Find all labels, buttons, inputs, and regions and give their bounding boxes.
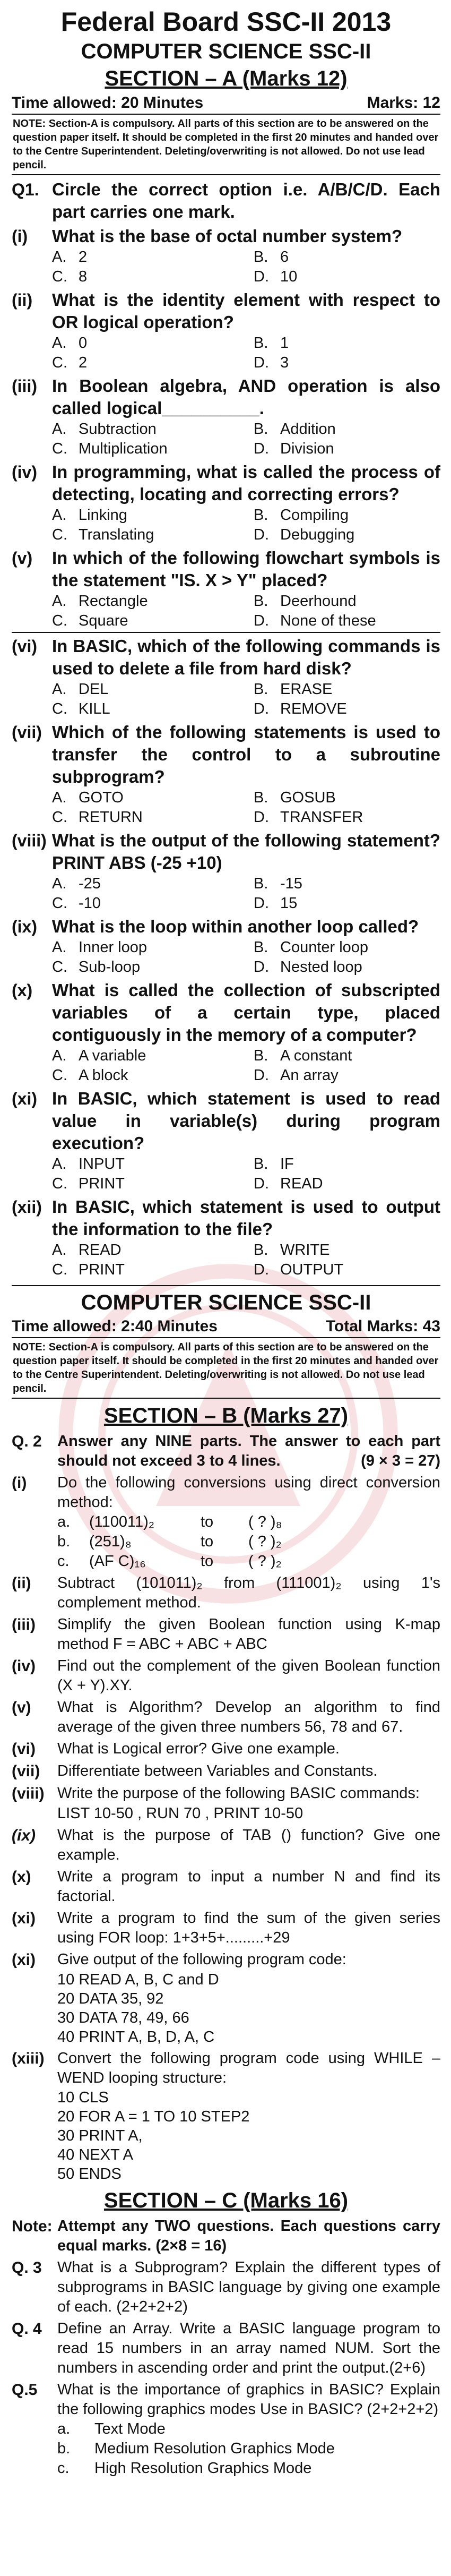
option-text[interactable]: An array (280, 1067, 339, 1084)
option-letter[interactable]: D. (254, 440, 269, 457)
question-number: Q1. (12, 180, 39, 199)
option-text[interactable]: GOTO (79, 789, 124, 806)
conversion-table (57, 1512, 440, 1571)
part2-time-row (12, 1316, 440, 1338)
question-number: (ix) (12, 917, 37, 936)
option-letter[interactable]: D. (254, 354, 269, 371)
option-text[interactable]: WRITE (280, 1242, 330, 1259)
part-number: (xiii) (12, 2050, 45, 2067)
mode-letter: c. (57, 2460, 70, 2477)
option-text[interactable]: Translating (79, 526, 154, 543)
option-text[interactable]: OUTPUT (280, 1261, 344, 1278)
option-text[interactable]: Rectangle (79, 593, 148, 610)
part-number: (x) (12, 1868, 31, 1886)
option-letter[interactable]: D. (254, 895, 269, 912)
option-letter[interactable]: D. (254, 958, 269, 975)
part-number: (v) (12, 1699, 31, 1716)
option-letter[interactable]: C. (52, 1175, 67, 1192)
option-letter[interactable]: D. (254, 1067, 269, 1084)
option-letter[interactable]: B. (254, 335, 268, 352)
option-text[interactable]: Addition (280, 421, 336, 438)
conversion-cell: (AF C)₁₆ (89, 1553, 146, 1570)
option-text[interactable]: Division (280, 440, 334, 457)
q2-marks: (9 × 3 = 27) (361, 1452, 440, 1469)
option-letter[interactable]: C. (52, 268, 67, 285)
option-text[interactable]: Sub-loop (79, 958, 141, 975)
option-text[interactable]: -10 (79, 895, 101, 912)
option-text[interactable]: Inner loop (79, 939, 147, 956)
basic-commands: LIST 10-50 , RUN 70 , PRINT 10-50 (57, 1805, 303, 1822)
question-number: (xi) (12, 1089, 37, 1108)
q2-text: Answer any NINE parts. The answer to each part should not exceed 3 to 4 lines. (57, 1433, 440, 1469)
part-xiii (12, 2049, 440, 2088)
program-code (57, 2088, 440, 2184)
mcq-question (12, 547, 440, 592)
question-number: (x) (12, 981, 33, 1000)
question-text: In BASIC, which statement is used to output the information to the file? (52, 1197, 440, 1239)
option-letter[interactable]: C. (52, 1067, 67, 1084)
part-text: What is Logical error? Give one example. (57, 1740, 340, 1757)
paper-title: Federal Board SSC-II 2013 (60, 7, 392, 37)
option-letter[interactable]: A. (52, 249, 67, 266)
option-text[interactable]: 2 (79, 249, 88, 266)
option-text[interactable]: INPUT (79, 1156, 125, 1173)
mcq-options (52, 874, 440, 913)
conversion-cell: to (201, 1533, 214, 1550)
question-number: (i) (12, 227, 28, 246)
mcq-options (52, 1046, 440, 1085)
conversion-cell: (110011)₂ (89, 1513, 155, 1530)
option-letter[interactable]: D. (254, 809, 269, 826)
option-text[interactable]: RETURN (79, 809, 143, 826)
question-text (57, 1432, 440, 1471)
option-letter[interactable]: D. (254, 1261, 269, 1278)
option-text[interactable]: PRINT (79, 1175, 125, 1192)
mcq-list (12, 225, 440, 1280)
part-text: Find out the complement of the given Boolean function (X + Y).XY. (57, 1657, 440, 1694)
question-4 (12, 2319, 440, 2378)
mcq-question (12, 979, 440, 1046)
option-letter[interactable]: D. (254, 1175, 269, 1192)
option-text[interactable]: DEL (79, 681, 109, 698)
option-letter[interactable]: A. (52, 421, 67, 438)
part-v (12, 1698, 440, 1737)
mcq-options (52, 333, 440, 373)
question-number: Q.5 (12, 2381, 38, 2399)
mcq-options (52, 420, 440, 459)
question-number: (viii) (12, 831, 47, 850)
total-marks: Total Marks: 43 (325, 1317, 440, 1335)
question-text: In which of the following flowchart symbols is the statement "IS. X > Y" placed? (52, 548, 440, 590)
option-letter[interactable]: B. (254, 875, 268, 892)
mcq-question (12, 635, 440, 680)
option-text[interactable]: 2 (79, 354, 88, 371)
part-i (12, 1473, 440, 1512)
conversion-cell: a. (57, 1513, 71, 1530)
program-code (57, 1970, 440, 2047)
code-line: 40 NEXT A (57, 2146, 133, 2163)
part-number: (ii) (12, 1574, 31, 1592)
question-number: Q. 3 (12, 2259, 42, 2277)
option-text[interactable]: Nested loop (280, 958, 362, 975)
section-a-heading: SECTION – A (Marks 12) (105, 67, 348, 90)
mcq-options (52, 788, 440, 827)
option-letter[interactable]: C. (52, 700, 67, 717)
part-vi (12, 1739, 440, 1759)
option-letter[interactable]: A. (52, 507, 67, 524)
question-text: Which of the following statements is used to transfer the control to a subroutine subprogram? (52, 722, 440, 786)
option-letter[interactable]: B. (254, 593, 268, 610)
question-text: What is the identity element with respect to OR logical operation? (52, 290, 440, 332)
question-text: What is the loop within another loop called? (52, 917, 419, 936)
code-line: 50 ENDS (57, 2166, 122, 2183)
option-letter[interactable]: C. (52, 809, 67, 826)
option-text[interactable]: Multiplication (79, 440, 168, 457)
part-x (12, 1867, 440, 1906)
question-text: What is the importance of graphics in BASIC? Explain the following graphics modes Use in BASIC? (2+2+2+2) (57, 2381, 440, 2418)
option-text[interactable]: 10 (280, 268, 298, 285)
conversion-cell: to (201, 1513, 214, 1530)
question-number: (ii) (12, 290, 33, 310)
part-text: Simplify the given Boolean function using K-map method F = ABC + ABC + ABC (57, 1616, 440, 1653)
mcq-question (12, 375, 440, 420)
option-text[interactable]: 6 (280, 249, 289, 266)
option-letter[interactable]: B. (254, 249, 268, 266)
option-text[interactable]: -15 (280, 875, 302, 892)
section-a-time-row (12, 92, 440, 115)
option-letter[interactable]: B. (254, 421, 268, 438)
option-letter[interactable]: C. (52, 612, 67, 629)
mode-name: High Resolution Graphics Mode (94, 2460, 312, 2477)
option-text[interactable]: Square (79, 612, 128, 629)
conversion-cell: ( ? )₂ (248, 1533, 282, 1550)
code-line: 30 DATA 78, 49, 66 (57, 2009, 189, 2026)
question-number: Q. 4 (12, 2320, 42, 2338)
part-text: Subtract (101011)₂ from (111001)₂ using 1's complement method. (57, 1574, 440, 1611)
option-text[interactable]: A variable (79, 1047, 146, 1064)
conversion-cell: to (201, 1553, 214, 1570)
option-text[interactable]: A block (79, 1067, 128, 1084)
part-viii (12, 1784, 440, 1804)
option-letter[interactable]: A. (52, 1156, 67, 1173)
conversion-cell: c. (57, 1553, 70, 1570)
part-text: Differentiate between Variables and Constants. (57, 1762, 378, 1779)
part-ii (12, 1573, 440, 1613)
mcq-options (52, 506, 440, 545)
paper-content (12, 5, 440, 2478)
part-vii (12, 1761, 440, 1782)
part2-subject-title: COMPUTER SCIENCE SSC-II (81, 1291, 371, 1314)
code-line: 20 FOR A = 1 TO 10 STEP2 (57, 2108, 250, 2125)
conversion-cell: (251)₈ (89, 1533, 132, 1550)
question-text: In programming, what is called the process of detecting, locating and correcting errors? (52, 462, 440, 504)
part-number: (vii) (12, 1762, 40, 1780)
mcq-options (52, 592, 440, 631)
option-text[interactable]: 1 (280, 335, 289, 352)
question-number: (xii) (12, 1197, 42, 1217)
option-letter[interactable]: A. (52, 593, 67, 610)
option-text[interactable]: TRANSFER (280, 809, 363, 826)
option-letter[interactable]: B. (254, 681, 268, 698)
part-text: Write the purpose of the following BASIC commands: (57, 1785, 420, 1802)
mode-name: Medium Resolution Graphics Mode (94, 2440, 335, 2457)
part-text: What is the purpose of TAB () function? Give one example. (57, 1827, 440, 1863)
mcq-options (52, 1154, 440, 1194)
option-letter[interactable]: A. (52, 789, 67, 806)
option-text[interactable]: Counter loop (280, 939, 369, 956)
question-text: What is a Subprogram? Explain the different types of subprograms in BASIC language by giving one example of each. (2+2+2+2) (57, 2259, 440, 2315)
mode-letter: b. (57, 2440, 71, 2457)
time-allowed: Time allowed: 2:40 Minutes (12, 1317, 218, 1335)
section-a-note: NOTE: Section-A is compulsory. All parts of this section are to be answered on the question paper itself. It should be completed in the first 20 minutes and handed over to the Centre Superintendent. Deleting/overwriting is not allowed. Do not use lead pencil. (12, 115, 440, 175)
option-text[interactable]: Linking (79, 507, 127, 524)
question-number: (vii) (12, 723, 42, 742)
question-text: In BASIC, which of the following commands is used to delete a file from hard disk? (52, 636, 440, 678)
question-text: What is the output of the following statement? PRINT ABS (-25 +10) (52, 831, 440, 872)
note-label: Note: (12, 2218, 53, 2235)
part-number: (iii) (12, 1616, 36, 1633)
question-number: (vi) (12, 637, 37, 656)
marks: Marks: 12 (367, 94, 440, 112)
code-line: 30 PRINT A, (57, 2127, 143, 2144)
option-text[interactable]: IF (280, 1156, 294, 1173)
part-number: (iv) (12, 1657, 36, 1675)
mode-letter: a. (57, 2420, 71, 2437)
option-letter[interactable]: C. (52, 354, 67, 371)
mcq-options (52, 1240, 440, 1280)
part-text: What is Algorithm? Develop an algorithm to find average of the given three numbers 56, 78 and 67. (57, 1699, 440, 1735)
option-letter[interactable]: A. (52, 1242, 67, 1259)
part-number: (vi) (12, 1740, 36, 1758)
option-text[interactable]: GOSUB (280, 789, 336, 806)
option-letter[interactable]: C. (52, 440, 67, 457)
option-text[interactable]: 3 (280, 354, 289, 371)
question-text: Define an Array. Write a BASIC language program to read 15 numbers in an array named NUM. Sort the numbers in ascending order and print the output.(2+6) (57, 2320, 440, 2376)
option-letter[interactable]: D. (254, 700, 269, 717)
option-text[interactable]: READ (79, 1242, 122, 1259)
part-text: Write a program to input a number N and find its factorial. (57, 1868, 440, 1905)
part-xii (12, 1950, 440, 1970)
option-letter[interactable]: B. (254, 1047, 268, 1064)
part-iii (12, 1615, 440, 1654)
option-text[interactable]: KILL (79, 700, 110, 717)
question-text: Circle the correct option i.e. A/B/C/D. Each part carries one mark. (52, 179, 440, 221)
section-b-heading: SECTION – B (Marks 27) (103, 1404, 349, 1427)
mcq-question (12, 1088, 440, 1154)
option-letter[interactable]: A. (52, 1047, 67, 1064)
question-number: Q. 2 (12, 1433, 42, 1450)
option-letter[interactable]: B. (254, 1156, 268, 1173)
code-line: 20 DATA 35, 92 (57, 1990, 164, 2007)
mcq-options (52, 247, 440, 287)
option-text[interactable]: 15 (280, 895, 298, 912)
mode-name: Text Mode (94, 2420, 166, 2437)
option-letter[interactable]: A. (52, 875, 67, 892)
option-letter[interactable]: C. (52, 895, 67, 912)
option-letter[interactable]: D. (254, 268, 269, 285)
part-number: (xi) (12, 1951, 36, 1969)
question-1 (12, 178, 440, 223)
option-letter[interactable]: B. (254, 939, 268, 956)
option-text[interactable]: 0 (79, 335, 88, 352)
option-letter[interactable]: C. (52, 958, 67, 975)
time-allowed: Time allowed: 20 Minutes (12, 94, 204, 112)
part-iv (12, 1656, 440, 1696)
option-text[interactable]: READ (280, 1175, 323, 1192)
subject-title: COMPUTER SCIENCE SSC-II (81, 40, 371, 63)
part-text: Write a program to find the sum of the given series using FOR loop: 1+3+5+.........+29 (57, 1910, 440, 1946)
option-text[interactable]: Subtraction (79, 421, 157, 438)
part-text: Give output of the following program code: (57, 1951, 346, 1968)
option-text[interactable]: PRINT (79, 1261, 125, 1278)
part-number: (ix) (12, 1827, 36, 1844)
question-number: (v) (12, 549, 33, 568)
mcq-question (12, 461, 440, 506)
question-number: (iii) (12, 376, 37, 396)
note-text: Attempt any TWO questions. Each questions carry equal marks. (2×8 = 16) (57, 2218, 440, 2254)
part-ix (12, 1826, 440, 1865)
question-2 (12, 1432, 440, 1471)
option-letter[interactable]: D. (254, 612, 269, 629)
code-line: 10 CLS (57, 2089, 109, 2106)
conversion-cell: ( ? )₂ (248, 1553, 282, 1570)
option-letter[interactable]: A. (52, 681, 67, 698)
option-letter[interactable]: D. (254, 526, 269, 543)
conversion-cell: ( ? )₈ (248, 1513, 282, 1530)
part-text: Convert the following program code using WHILE – WEND looping structure: (57, 2050, 440, 2086)
question-text: What is the base of octal number system? (52, 226, 403, 246)
question-text: In BASIC, which statement is used to read value in variable(s) during program execution? (52, 1089, 440, 1153)
question-5 (12, 2380, 440, 2419)
option-letter[interactable]: C. (52, 526, 67, 543)
part-number: (viii) (12, 1785, 45, 1802)
option-text[interactable]: Compiling (280, 507, 349, 524)
option-letter[interactable]: B. (254, 789, 268, 806)
part2-note: NOTE: Section-A is compulsory. All parts of this section are to be answered on the question paper itself. It should be completed in the first 20 minutes and handed over to the Centre Superintendent. Deleting/overwriting is not allowed. Do not use lead pencil. (12, 1338, 440, 1399)
option-text[interactable]: ERASE (280, 681, 333, 698)
part-number: (xi) (12, 1910, 36, 1927)
mcq-question (12, 225, 440, 247)
code-line: 40 PRINT A, B, D, A, C (57, 2029, 215, 2046)
question-number: (iv) (12, 463, 37, 482)
option-letter[interactable]: A. (52, 939, 67, 956)
part-text: Do the following conversions using direct conversion method: (57, 1474, 440, 1511)
part-xi (12, 1909, 440, 1948)
mcq-options (52, 938, 440, 977)
option-letter[interactable]: A. (52, 335, 67, 352)
question-text: In Boolean algebra, AND operation is also called logical__________. (52, 376, 440, 418)
option-text[interactable]: A constant (280, 1047, 352, 1064)
part-number: (i) (12, 1474, 27, 1492)
option-text[interactable]: Debugging (280, 526, 355, 543)
question-text: What is called the collection of subscripted variables of a certain type, placed contiguously in the memory of a computer? (52, 980, 440, 1045)
conversion-cell: b. (57, 1533, 71, 1550)
option-text[interactable]: REMOVE (280, 700, 347, 717)
option-letter[interactable]: B. (254, 507, 268, 524)
section-c-heading: SECTION – C (Marks 16) (103, 2189, 349, 2212)
mcq-question (12, 915, 440, 938)
option-letter[interactable]: B. (254, 1242, 268, 1259)
mcq-question (12, 721, 440, 788)
option-text[interactable]: -25 (79, 875, 101, 892)
question-3 (12, 2258, 440, 2317)
option-text[interactable]: None of these (280, 612, 376, 629)
option-letter[interactable]: C. (52, 1261, 67, 1278)
section-c-note (12, 2216, 440, 2256)
mcq-question (12, 289, 440, 333)
code-line: 10 READ A, B, C and D (57, 1971, 219, 1988)
option-text[interactable]: 8 (79, 268, 88, 285)
mcq-question (12, 1196, 440, 1240)
graphics-modes-list (57, 2419, 440, 2478)
mcq-options (52, 680, 440, 719)
option-text[interactable]: Deerhound (280, 593, 357, 610)
mcq-question (12, 829, 440, 874)
